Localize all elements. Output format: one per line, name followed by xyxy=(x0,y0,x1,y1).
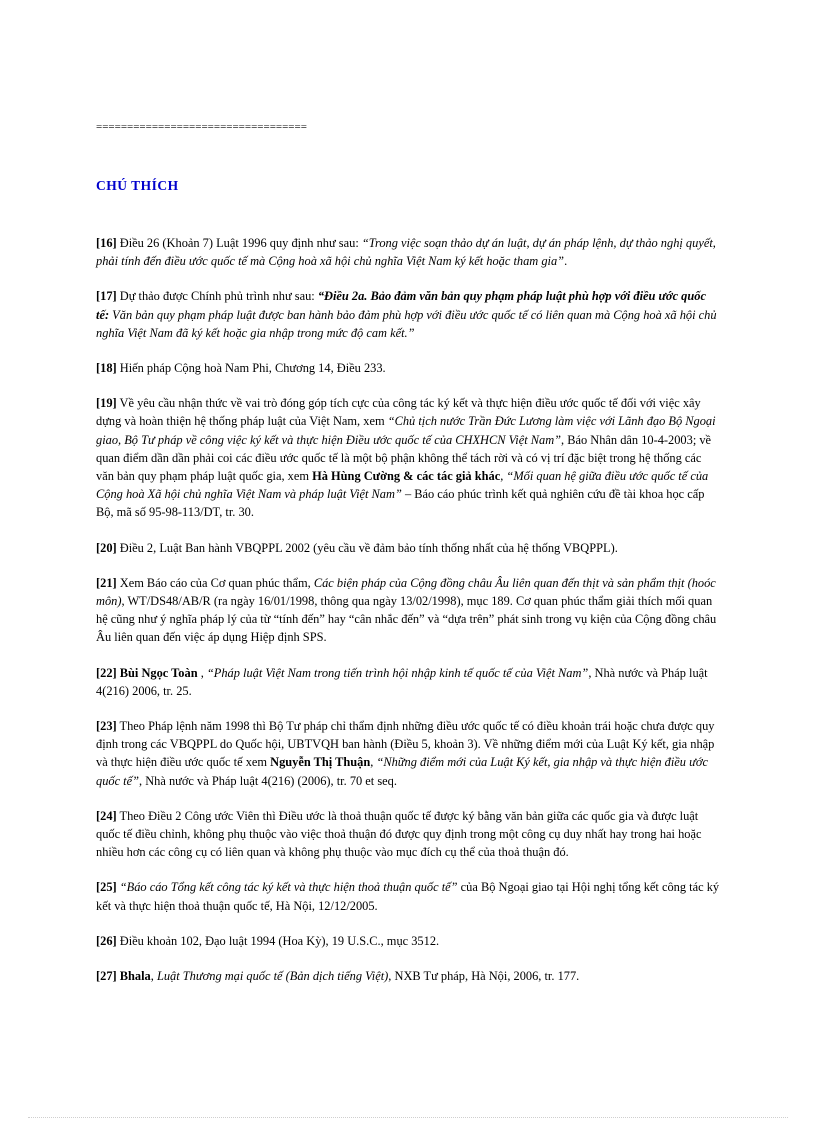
footnote-19 xyxy=(96,394,720,521)
footnote-text: “Trong việc soạn thảo dự án luật, dự án pháp lệnh, dự thảo nghị quyết, phải tính đến điều ước quốc tế mà Cộng hoà xã hội chủ nghĩa Việt Nam ký kết hoặc tham gia” xyxy=(96,236,716,269)
footnote-number: [24] xyxy=(96,808,117,823)
footnote-text: , xyxy=(500,469,507,484)
footnote-text: – Báo cáo phúc trình kết quả nghiên cứu đề tài khoa học cấp Bộ, mã số 95-98-113/DT, tr. 30. xyxy=(96,487,705,520)
footnote-text: , NXB Tư pháp, Hà Nội, 2006, tr. 177. xyxy=(388,969,580,984)
footnote-text: “Chủ tịch nước Trần Đức Lương làm việc với Lãnh đạo Bộ Ngoại giao, Bộ Tư pháp về công việc ký kết và thực hiện Điều ước quốc tế của CHXHCN Việt Nam” xyxy=(96,414,716,447)
footnote-27 xyxy=(96,967,720,985)
footnote-number: [19] xyxy=(96,396,117,411)
footnote-26 xyxy=(96,932,720,950)
footnote-21 xyxy=(96,574,720,647)
footnote-text: Điều khoản 102, Đạo luật 1994 (Hoa Kỳ), 19 U.S.C., mục 3512. xyxy=(116,933,440,948)
footnote-text: , WT/DS48/AB/R (ra ngày 16/01/1998, thông qua ngày 13/02/1998), mục 189. Cơ quan phúc thẩm giải thích mối quan hệ cũng như ý nghĩa pháp lý của từ “tính đến” hay “cân nhắc đến” và “dựa trên” phát sinh trong vụ kiện của Cộng đồng châu Âu liên quan đến việc áp dụng Hiệp định SPS. xyxy=(96,594,717,645)
separator-line: ================================== xyxy=(96,121,307,133)
footnote-25 xyxy=(96,878,720,914)
footnote-text: Bhala xyxy=(119,969,151,984)
footnote-number: [25] xyxy=(96,880,117,895)
footnote-text: Dự thảo được Chính phủ trình như sau: xyxy=(116,289,318,304)
footnote-text: của Bộ Ngoại giao tại Hội nghị tổng kết công tác ký kết và thực hiện thoả thuận quốc tế, Hà Nội, 12/12/2005. xyxy=(96,880,720,913)
footnote-number: [22] xyxy=(96,665,117,680)
footnote-text: . xyxy=(564,254,568,269)
footnote-text: Hiến pháp Cộng hoà Nam Phi, Chương 14, Điều 233. xyxy=(116,361,386,376)
footnote-24 xyxy=(96,807,720,862)
footnote-text: “Pháp luật Việt Nam trong tiến trình hội nhập kinh tế quốc tế của Việt Nam” xyxy=(206,665,589,680)
footnote-20 xyxy=(96,539,720,557)
footnote-text: Luật Thương mại quốc tế (Bản dịch tiếng Việt) xyxy=(156,969,389,984)
footnote-text: , Nhà nước và Pháp luật 4(216) (2006), tr. 70 et seq. xyxy=(139,773,397,788)
footnote-text: Theo Điều 2 Công ước Viên thì Điều ước là thoả thuận quốc tế được ký bằng văn bản giữa các quốc gia và được luật quốc tế điều chỉnh, không phụ thuộc vào việc thoả thuận đó được quy định trong một công cụ duy nhất hay trong hai hoặc nhiều hơn các công cụ có liên quan và không phụ thuộc vào mục đích cụ thể của thoả thuận đó. xyxy=(96,808,702,860)
footnote-16 xyxy=(96,234,720,270)
footnote-text: Nguyễn Thị Thuận xyxy=(270,755,371,770)
footnote-text: Bùi Ngọc Toàn xyxy=(119,665,198,680)
footnote-number: [23] xyxy=(96,719,117,734)
footnote-text: “Điều 2a. Bảo đảm văn bản quy phạm pháp luật phù hợp với điều ước quốc tế: xyxy=(96,289,706,322)
footnote-text: Văn bản quy phạm pháp luật được ban hành bảo đảm phù hợp với điều ước quốc tế có liên quan mà Cộng hoà xã hội chủ nghĩa Việt Nam đã ký kết hoặc gia nhập trong mức độ cam kết.” xyxy=(96,307,717,340)
footnote-22 xyxy=(96,664,720,700)
footnote-text: , Báo Nhân dân 10-4-2003; về quan điểm dần dần phải coi các điều ước quốc tế là một bộ phận không thể tách rời và có vị trí đặc biệt trong hệ thống các văn bản quy phạm pháp luật quốc gia, xem xyxy=(96,432,712,484)
footnote-text: , xyxy=(370,755,377,770)
notes-heading: CHÚ THÍCH xyxy=(96,178,179,193)
footnote-text: Hà Hùng Cường & các tác giả khác xyxy=(312,469,501,484)
footnote-text: Về yêu cầu nhận thức về vai trò đóng góp tích cực của công tác ký kết và thực hiện điều ước quốc tế đối với việc xây dựng và hoàn thiện hệ thống pháp luật của Việt Nam, xem xyxy=(96,396,701,429)
footnotes-list xyxy=(96,234,720,1002)
footnote-text: , xyxy=(197,665,207,680)
footnote-17 xyxy=(96,287,720,342)
footnote-number: [21] xyxy=(96,575,117,590)
footnote-text: Theo Pháp lệnh năm 1998 thì Bộ Tư pháp chỉ thẩm định những điều ước quốc tế có điều khoản trái hoặc chưa được quy định trong các VBQPPL do Quốc hội, UBTVQH ban hành (Điều 5, khoản 3). Về những điểm mới của Luật Ký kết, gia nhập và thực hiện điều ước quốc tế xem xyxy=(96,719,715,770)
page-bottom-rule xyxy=(28,1117,788,1118)
footnote-text: Điều 26 (Khoản 7) Luật 1996 quy định như sau: xyxy=(116,236,362,250)
footnote-number: [17] xyxy=(96,289,117,304)
footnote-text: Xem Báo cáo của Cơ quan phúc thẩm, xyxy=(116,575,314,590)
footnote-text: “Mối quan hệ giữa điều ước quốc tế của Cộng hoà Xã hội chủ nghĩa Việt Nam và pháp luật Việt Nam” xyxy=(96,469,709,502)
footnote-number: [27] xyxy=(96,969,117,984)
footnote-number: [26] xyxy=(96,933,117,948)
footnote-number: [18] xyxy=(96,361,117,376)
footnote-23 xyxy=(96,717,720,790)
footnote-text: , xyxy=(150,969,157,984)
footnote-number: [20] xyxy=(96,540,117,555)
footnote-number: [16] xyxy=(96,236,117,250)
footnote-text: “Những điểm mới của Luật Ký kết, gia nhập và thực hiện điều ước quốc tế” xyxy=(96,755,708,788)
footnote-text: Các biện pháp của Cộng đồng châu Âu liên quan đến thịt và sản phẩm thịt (hoóc môn) xyxy=(96,575,716,609)
footnote-18 xyxy=(96,359,720,377)
footnote-text: Điều 2, Luật Ban hành VBQPPL 2002 (yêu cầu về đảm bảo tính thống nhất của hệ thống VBQPPL). xyxy=(116,540,618,555)
footnote-text: “Báo cáo Tổng kết công tác ký kết và thực hiện thoả thuận quốc tế” xyxy=(119,880,458,895)
footnote-text: , Nhà nước và Pháp luật 4(216) 2006, tr. 25. xyxy=(96,665,708,698)
